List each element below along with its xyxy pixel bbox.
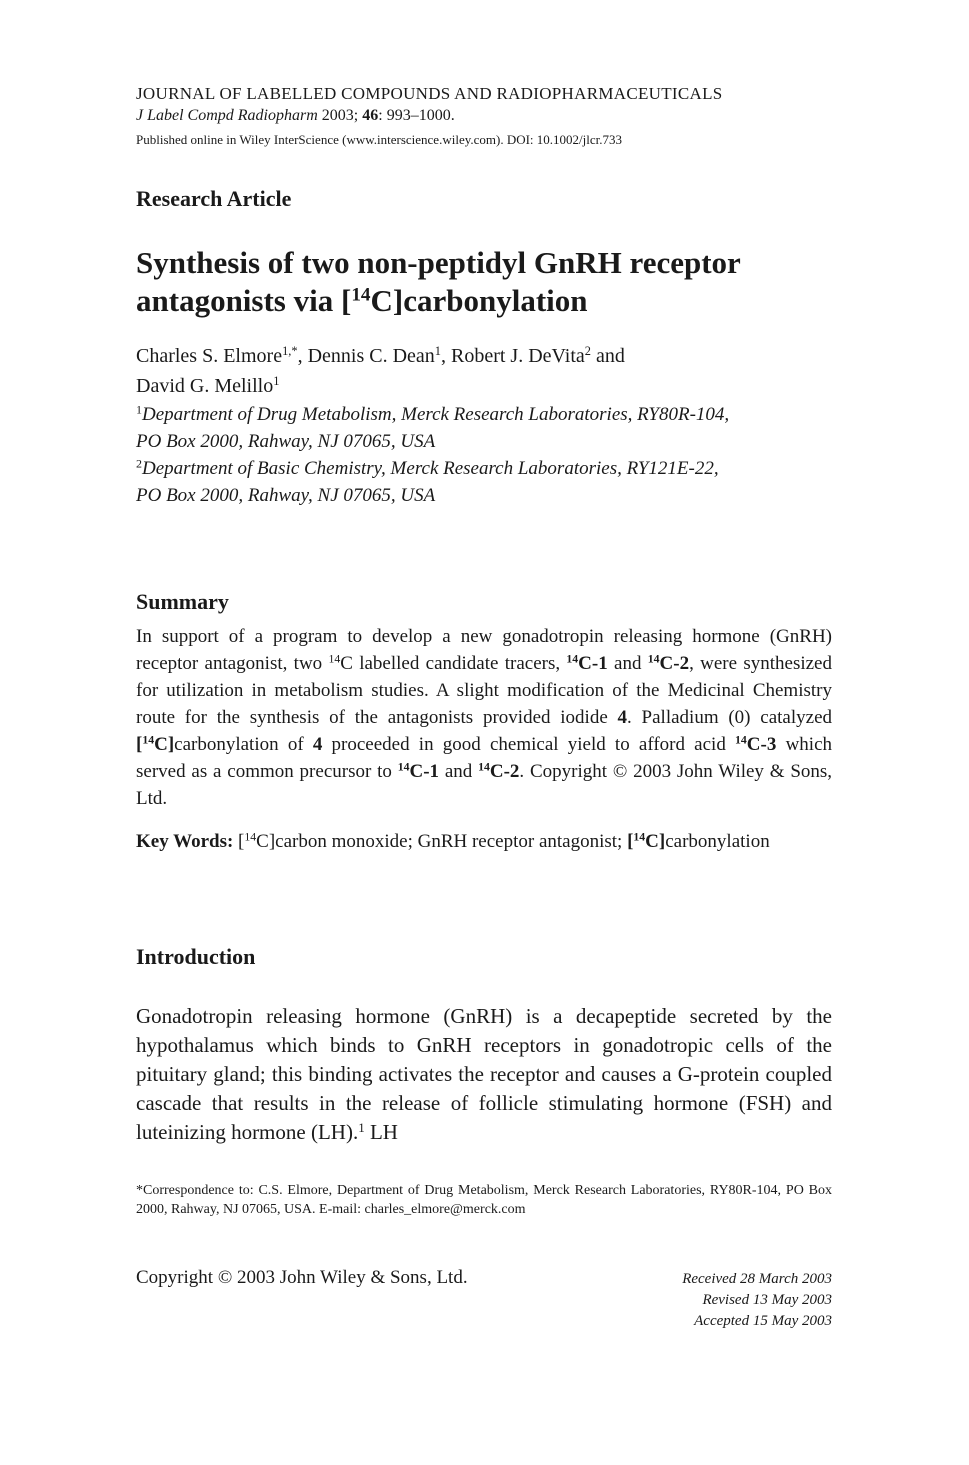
- title-line-2-pre: antagonists via [: [136, 283, 352, 318]
- author-name: David G. Melillo: [136, 375, 274, 397]
- revised-date: Revised 13 May 2003: [702, 1292, 832, 1308]
- title-line-2-post: C]carbonylation: [370, 283, 588, 318]
- isotope-sup: 14: [328, 652, 341, 666]
- summary-paragraph: [136, 623, 832, 812]
- isotope-sup: 14: [566, 652, 579, 666]
- summary-text: 2003 John Wiley & Sons, Ltd.: [136, 761, 833, 809]
- introduction-text: Gonadotropin releasing hormone (GnRH) is a decapeptide secreted by the hypothalamus which binds to GnRH receptors in gonadotropic cells of the pituitary gland; this binding activates the receptor and causes a G-protein coupled cascade that results in the release of follicle stimulating hormone (FSH) and luteinizing hormone (LH).: [136, 1004, 832, 1144]
- author-list: Charles S. Elmore$^{1,*}$, Dennis C. Dean$^1$, Robert J. DeVita$^2$ and David G. Melillo$^1$: [136, 344, 625, 397]
- summary-text: C labelled candidate tracers,: [340, 653, 567, 674]
- article-title: [136, 244, 856, 320]
- author-affil-sup: 2: [584, 344, 591, 359]
- compound-label: [648, 653, 689, 674]
- isotope-bracket: [136, 734, 174, 755]
- isotope-bracket: [627, 831, 665, 852]
- received-date: Received 28 March 2003: [682, 1271, 832, 1287]
- introduction-heading: Introduction: [136, 944, 256, 969]
- article-dates: [682, 1269, 832, 1332]
- correspondence-footnote: *Correspondence to: C.S. Elmore, Department of Drug Metabolism, Merck Research Laboratories, RY80R-104, PO Box 2000, Rahway, NJ 07065, USA. E-mail: charles_elmore@merck.com: [136, 1183, 832, 1217]
- isotope-sup: 14: [735, 733, 747, 747]
- section-type: Research Article: [136, 186, 292, 211]
- compound-name: C-2: [659, 653, 690, 674]
- bracket: C]: [154, 734, 175, 755]
- introduction-text: LH: [369, 1120, 398, 1144]
- bracket: [: [136, 734, 143, 755]
- author-name: Robert J. DeVita: [451, 345, 585, 367]
- key-words: [136, 828, 832, 855]
- journal-name: JOURNAL OF LABELLED COMPOUNDS AND RADIOPHARMACEUTICALS: [136, 84, 723, 103]
- isotope-sup: 14: [478, 760, 490, 774]
- affiliation-text: Department of Drug Metabolism, Merck Research Laboratories, RY80R-104,: [142, 404, 730, 425]
- compound-label: [735, 734, 776, 755]
- affiliation-number: 1: [136, 402, 142, 417]
- summary-text: which served as a common precursor to: [136, 734, 832, 782]
- author-name: Dennis C. Dean: [307, 345, 435, 367]
- keyword-text: carbonylation: [665, 831, 770, 852]
- compound-name: C-2: [489, 761, 520, 782]
- compound-name: C-1: [409, 761, 440, 782]
- copyright-symbol: ©: [612, 761, 628, 782]
- keyword-text: [: [238, 831, 245, 852]
- keyword-text: C]carbon monoxide; GnRH receptor antagonist;: [256, 831, 623, 852]
- summary-heading: Summary: [136, 589, 229, 614]
- compound-label: 4: [312, 734, 323, 755]
- summary-text: and: [444, 761, 473, 782]
- affiliation-2: [136, 455, 836, 482]
- affiliation-1: [136, 401, 836, 428]
- compound-label: [566, 653, 607, 674]
- citation-volume: 46: [362, 107, 379, 124]
- isotope-sup: 14: [244, 830, 257, 844]
- copyright-text: 2003 John Wiley & Sons, Ltd.: [237, 1267, 468, 1288]
- summary-text: . Palladium (0) catalyzed: [627, 707, 833, 728]
- affiliation-text: Department of Basic Chemistry, Merck Research Laboratories, RY121E-22,: [142, 458, 719, 479]
- summary-text: and: [614, 653, 642, 674]
- key-words-label: Key Words:: [136, 831, 234, 852]
- citation: J Label Compd Radiopharm 2003; 46: 993–1000.: [136, 107, 455, 124]
- author-affil-sup: 1,*: [282, 344, 298, 359]
- affiliation-1-line-2: PO Box 2000, Rahway, NJ 07065, USA: [136, 431, 436, 452]
- affiliation-2-line-2: PO Box 2000, Rahway, NJ 07065, USA: [136, 485, 436, 506]
- isotope-sup: 14: [633, 830, 646, 844]
- isotope-sup: 14: [397, 760, 410, 774]
- compound-label: [398, 761, 439, 782]
- author-connector: and: [595, 345, 625, 367]
- isotope-sup: 14: [142, 733, 155, 747]
- journal-abbrev: J Label Compd Radiopharm: [136, 107, 318, 124]
- compound-name: C-3: [746, 734, 777, 755]
- summary-text: , were synthesized for utilization in metabolism studies. A slight modification of the Medicinal Chemistry route for the synthesis of the antagonists provided iodide: [136, 653, 832, 728]
- author-affil-sup: 1: [434, 344, 441, 359]
- summary-text: . Copyright: [519, 761, 608, 782]
- summary-text: In support of a program to develop a new gonadotropin releasing hormone (GnRH) receptor antagonist, two: [136, 626, 832, 674]
- reference-sup: 1: [358, 1119, 365, 1135]
- summary-text: carbonylation of: [174, 734, 313, 755]
- bracket: C]: [645, 831, 666, 852]
- copyright-line: [136, 1267, 468, 1289]
- author-name: Charles S. Elmore: [136, 345, 283, 367]
- compound-label: [478, 761, 519, 782]
- compound-name: C-1: [578, 653, 608, 674]
- title-isotope: 14: [351, 284, 371, 306]
- bracket: [: [627, 831, 634, 852]
- author-affil-sup: 1: [273, 374, 280, 389]
- published-online: Published online in Wiley InterScience (www.interscience.wiley.com). DOI: 10.1002/jlcr.733: [136, 132, 623, 147]
- copyright-prefix: Copyright: [136, 1267, 214, 1288]
- copyright-symbol: ©: [217, 1267, 233, 1288]
- compound-label: 4: [617, 707, 628, 728]
- introduction-paragraph: [136, 1002, 832, 1147]
- title-line-2: [136, 282, 856, 320]
- isotope-sup: 14: [647, 652, 660, 666]
- affiliation-number: 2: [136, 456, 142, 471]
- citation-year: 2003: [321, 107, 354, 124]
- title-line-1: Synthesis of two non-peptidyl GnRH receptor: [136, 245, 741, 280]
- accepted-date: Accepted 15 May 2003: [694, 1313, 832, 1329]
- summary-text: proceeded in good chemical yield to afford acid: [331, 734, 736, 755]
- affiliation-list: [136, 401, 836, 509]
- citation-pages: 993–1000.: [386, 107, 455, 124]
